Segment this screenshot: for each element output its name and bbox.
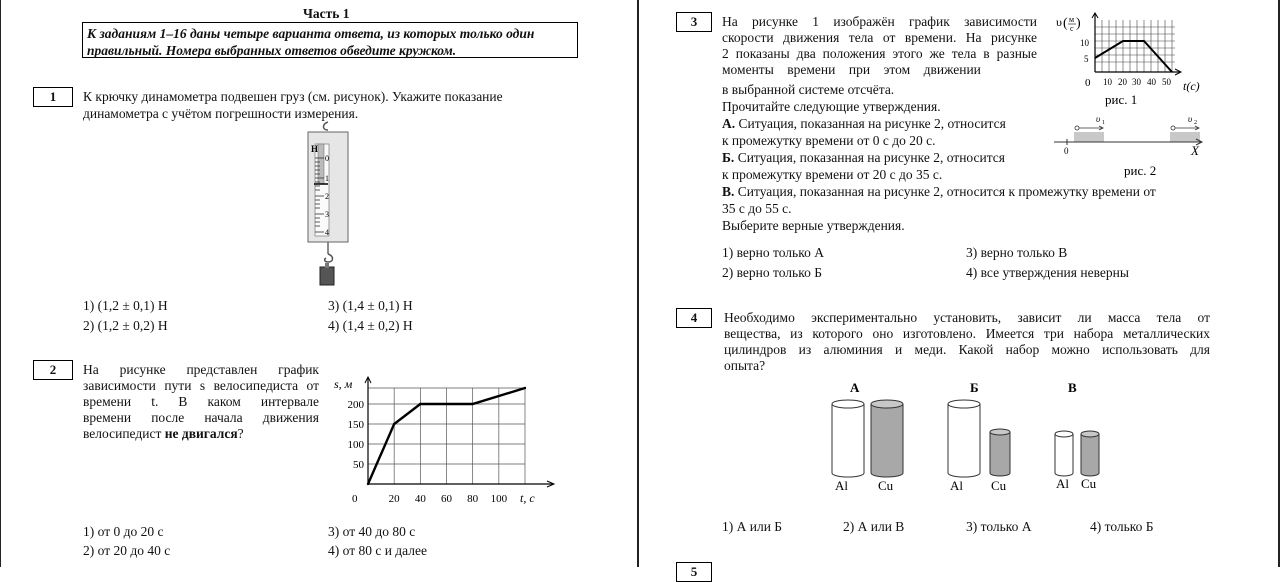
chart-ytick-label-0: 50 [353,459,364,471]
chart-grid [368,388,525,484]
q2-option-3[interactable]: 3) от 40 до 80 с [328,524,416,539]
set-label-a: А [850,380,860,395]
scale-number-0: 0 [325,154,329,163]
fig1-ytick-5: 5 [1084,54,1089,64]
q3-option-1[interactable]: 1) верно только А [722,245,824,260]
set-v-cu-label: Cu [1081,476,1097,491]
scale-number-4: 4 [325,228,329,237]
set-b-al-label: Al [950,478,963,493]
q1-option-2[interactable]: 2) (1,2 ± 0,2) Н [83,318,168,333]
q2-option-2[interactable]: 2) от 20 до 40 с [83,543,171,558]
fig2-v1-sub: 1 [1102,120,1105,126]
set-v-cu-cylinder [1081,431,1099,476]
chart-point-1 [393,423,395,425]
fig1-caption: рис. 1 [1105,92,1138,107]
q1-option-1[interactable]: 1) (1,2 ± 0,1) Н [83,298,168,313]
chart-ytick-label-3: 200 [347,399,364,411]
q2-text-line-4: времени после начала движения [83,410,319,425]
fig2-caption: рис. 2 [1124,163,1157,178]
chart-point-3 [471,403,473,405]
svg-text:): ) [1076,16,1081,31]
q3-statement-a-label: А. [722,116,736,131]
q4-option-2[interactable]: 2) А или В [843,519,905,534]
q4-text-line-2: вещества, из которого оно изготовлено. Имеется три набора металлических [724,326,1210,341]
fig1-xtick-0: 0 [1085,77,1091,89]
chart-x-axis-label: t, с [520,491,535,505]
q2-text-line-5b: ? [237,426,244,441]
set-a-al-label: Al [835,478,848,493]
instruction-line-2: правильный. Номера выбранных ответов обведите кружком. [87,43,457,58]
q4-text-line-4: опыта? [724,358,766,373]
q2-text-line-2: зависимости пути s велосипедиста от [83,378,319,393]
set-v-al-label: Al [1056,476,1069,491]
q3-statement-a-line-2: к промежутку времени от 0 с до 20 с. [722,133,936,148]
body-position-2 [1170,132,1200,142]
scale-number-3: 3 [325,210,329,219]
positions-figure [1050,108,1210,180]
fig2-zero: 0 [1064,146,1069,156]
dynamometer-figure [298,120,358,288]
question-number-2: 2 [33,360,73,380]
part-title: Часть 1 [303,6,350,21]
dynamometer-unit: Н [311,144,319,154]
q3-statement-b-text: Ситуация, показанная на рисунке 2, относится [734,150,1005,165]
chart-point-4 [524,387,526,389]
fig2-x: X [1191,143,1199,158]
question-number-4: 4 [676,308,712,328]
q3-text-line-1: На рисунке 1 изображён график зависимости [722,14,1037,29]
page-divider [637,0,639,567]
q3-text-line-5: в выбранной системе отсчёта. [722,82,895,97]
set-label-v: В [1068,380,1077,395]
fig2-v1: υ [1096,114,1101,124]
cylinders-figure [820,376,1120,496]
chart-axes [365,377,554,487]
chart-xtick-label-1: 20 [388,493,400,505]
q2-text-line-1: На рисунке представлен график [83,362,319,377]
q3-option-2[interactable]: 2) верно только Б [722,265,822,280]
fig1-xlabel: t(c) [1183,79,1200,93]
fig1-yunit-num: м [1069,15,1075,24]
fig1-ylabel: υ [1056,15,1062,29]
set-b-cu-cylinder [990,429,1010,476]
svg-text:(: ( [1063,16,1068,31]
dynamometer-top-hook [324,122,329,130]
q3-prompt: Выберите верные утверждения. [722,218,905,233]
page-left-edge [0,0,1,567]
fig1-yunit-den: с [1070,24,1074,33]
q1-text-line-2: динамометра с учётом погрешности измерения. [83,106,359,121]
q4-option-4[interactable]: 4) только Б [1090,519,1154,534]
q4-text-line-1: Необходимо экспериментально установить, зависит ли масса тела от [724,310,1210,325]
fig1-xtick-20: 20 [1118,77,1127,87]
q3-text-line-6: Прочитайте следующие утверждения. [722,99,941,114]
fig1-xtick-30: 30 [1132,77,1141,87]
q3-statement-a [722,116,1006,132]
q3-text-line-3: 2 показаны два положения этого же тела в разные [722,46,1037,61]
instruction-line-1: К заданиям 1–16 даны четыре варианта ответа, из которых только один [87,26,535,41]
q3-statement-v [722,184,1156,200]
question-number-1: 1 [33,87,73,107]
q3-text-line-2: скорости движения тела от времени. На рисунке [722,30,1037,45]
chart-point-2 [419,403,421,405]
q3-statement-a-text: Ситуация, показанная на рисунке 2, относится [735,116,1006,131]
q3-statement-b-line-2: к промежутку времени от 20 с до 35 с. [722,167,943,182]
dynamometer-bottom-hook [325,254,333,262]
chart-point-0 [367,483,369,485]
q1-option-4[interactable]: 4) (1,4 ± 0,2) Н [328,318,413,333]
chart-xtick-label-2: 40 [414,493,426,505]
chart-ytick-label-2: 150 [347,419,364,431]
chart-xtick-label-3: 60 [441,493,452,505]
weight-top [325,263,329,268]
set-a-cu-cylinder [871,400,903,477]
set-label-b: Б [970,380,979,395]
fig1-xtick-10: 10 [1103,77,1112,87]
q2-text-bold: не двигался [164,426,238,441]
q4-text-line-3: цилиндров из алюминия и меди. Какой набор можно использовать для [724,342,1210,357]
weight [320,267,334,285]
fig1-ytick-10: 10 [1080,38,1089,48]
q3-statement-b-label: Б. [722,150,735,165]
instruction-box [82,22,578,58]
fig2-v2: υ [1188,114,1193,124]
velocity-time-graph [1050,10,1210,110]
scale-number-2: 2 [325,192,329,201]
chart-xtick-label-4: 80 [467,493,479,505]
set-v-al-cylinder [1055,431,1073,476]
velocity-line [1095,41,1172,72]
chart-ticks [348,399,508,505]
q3-statement-v-label: В. [722,184,735,199]
fig2-v2-sub: 2 [1194,120,1197,126]
q2-text-line-5a: велосипедист [83,426,165,441]
q3-option-3[interactable]: 3) верно только В [966,245,1068,260]
fig1-xtick-50: 50 [1162,77,1171,87]
scale-number-1: 1 [325,174,329,183]
set-a-cu-label: Cu [878,478,894,493]
chart-y-axis-label: s, м [334,377,353,391]
q3-statement-v-line-2: 35 с до 55 с. [722,201,792,216]
q1-text-line-1: К крючку динамометра подвешен груз (см. рисунок). Укажите показание [83,89,503,104]
q1-option-3[interactable]: 3) (1,4 ± 0,1) Н [328,298,413,313]
q3-statement-b [722,150,1005,166]
question-number-5: 5 [676,562,712,582]
set-b-al-cylinder [948,400,980,477]
q3-statement-v-text: Ситуация, показанная на рисунке 2, относится к промежутку времени от [734,184,1156,199]
q2-option-1[interactable]: 1) от 0 до 20 с [83,524,164,539]
question-number-3: 3 [676,12,712,32]
fig1-xtick-40: 40 [1147,77,1156,87]
q2-option-4[interactable]: 4) от 80 с и далее [328,543,428,558]
q2-text-line-3: времени t. В каком интервале [83,394,319,409]
q4-option-1[interactable]: 1) А или Б [722,519,783,534]
q2-text-line-5 [83,426,244,442]
q3-option-4[interactable]: 4) все утверждения неверны [966,265,1129,280]
chart-xtick-label-5: 100 [490,493,508,505]
body-position-1 [1074,132,1104,142]
q4-option-3[interactable]: 3) только А [966,519,1032,534]
distance-time-chart [325,372,560,512]
set-b-cu-label: Cu [991,478,1007,493]
chart-xtick-label-0: 0 [352,493,358,505]
chart-ytick-label-1: 100 [347,439,364,451]
q3-text-line-4: моменты времени при этом движении [722,62,981,77]
set-a-al-cylinder [832,400,864,477]
